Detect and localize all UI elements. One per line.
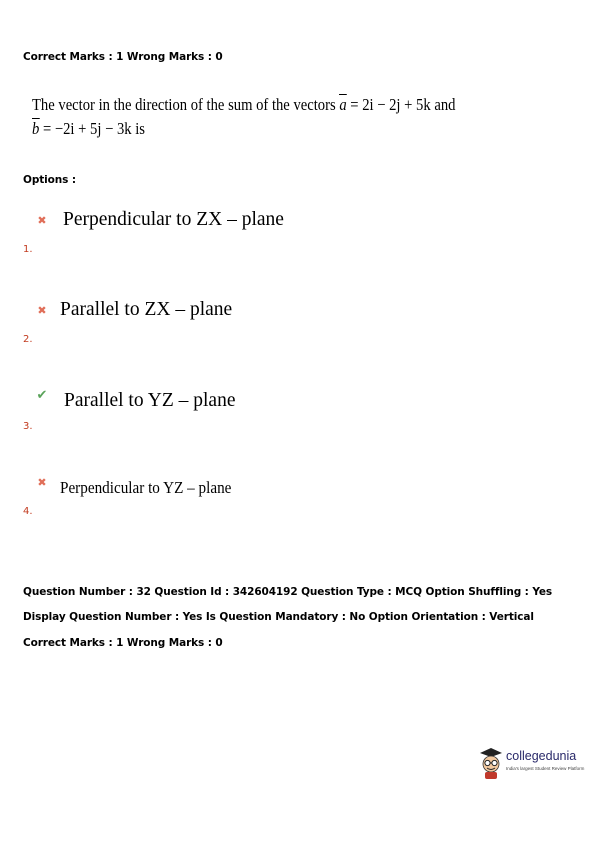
option-4-text[interactable]: Perpendicular to YZ – plane <box>60 478 232 497</box>
vector-a-symbol: a <box>339 93 346 117</box>
option-2-number: 2. <box>23 334 33 345</box>
vector-b-expression: = −2i + 5j − 3k <box>39 119 132 138</box>
question-text <box>32 93 455 141</box>
question-prefix: The vector in the direction of the sum of the vectors <box>32 95 340 114</box>
question-and: and <box>430 95 456 114</box>
option-3-text[interactable]: Parallel to YZ – plane <box>64 390 236 411</box>
correct-marks-header: Correct Marks : 1 Wrong Marks : 0 <box>23 51 223 63</box>
logo-tagline: India's largest Student Review Platform <box>506 766 585 771</box>
question-suffix: is <box>131 119 145 138</box>
vector-b-symbol: b <box>32 117 39 141</box>
mascot-icon <box>478 746 504 780</box>
cross-icon: ✖ <box>37 476 47 489</box>
vector-a-expression: = 2i − 2j + 5k <box>346 95 431 114</box>
question-meta-line-1: Question Number : 32 Question Id : 342604192 Question Type : MCQ Option Shuffling : Yes <box>23 586 553 598</box>
option-2-text[interactable]: Parallel to ZX – plane <box>60 299 233 320</box>
option-4-number: 4. <box>23 506 33 517</box>
option-1-number: 1. <box>23 244 33 255</box>
option-3-number: 3. <box>23 421 33 432</box>
collegedunia-logo <box>478 746 588 782</box>
question-meta-line-2: Display Question Number : Yes Is Question Mandatory : No Option Orientation : Vertical <box>23 611 534 623</box>
cross-icon: ✖ <box>37 304 47 317</box>
cross-icon: ✖ <box>37 214 47 227</box>
options-label: Options : <box>23 174 76 186</box>
option-1-text[interactable]: Perpendicular to ZX – plane <box>63 209 284 230</box>
question-meta-line-3: Correct Marks : 1 Wrong Marks : 0 <box>23 637 223 649</box>
check-icon: ✔ <box>36 388 48 403</box>
logo-name: collegedunia <box>506 749 577 763</box>
